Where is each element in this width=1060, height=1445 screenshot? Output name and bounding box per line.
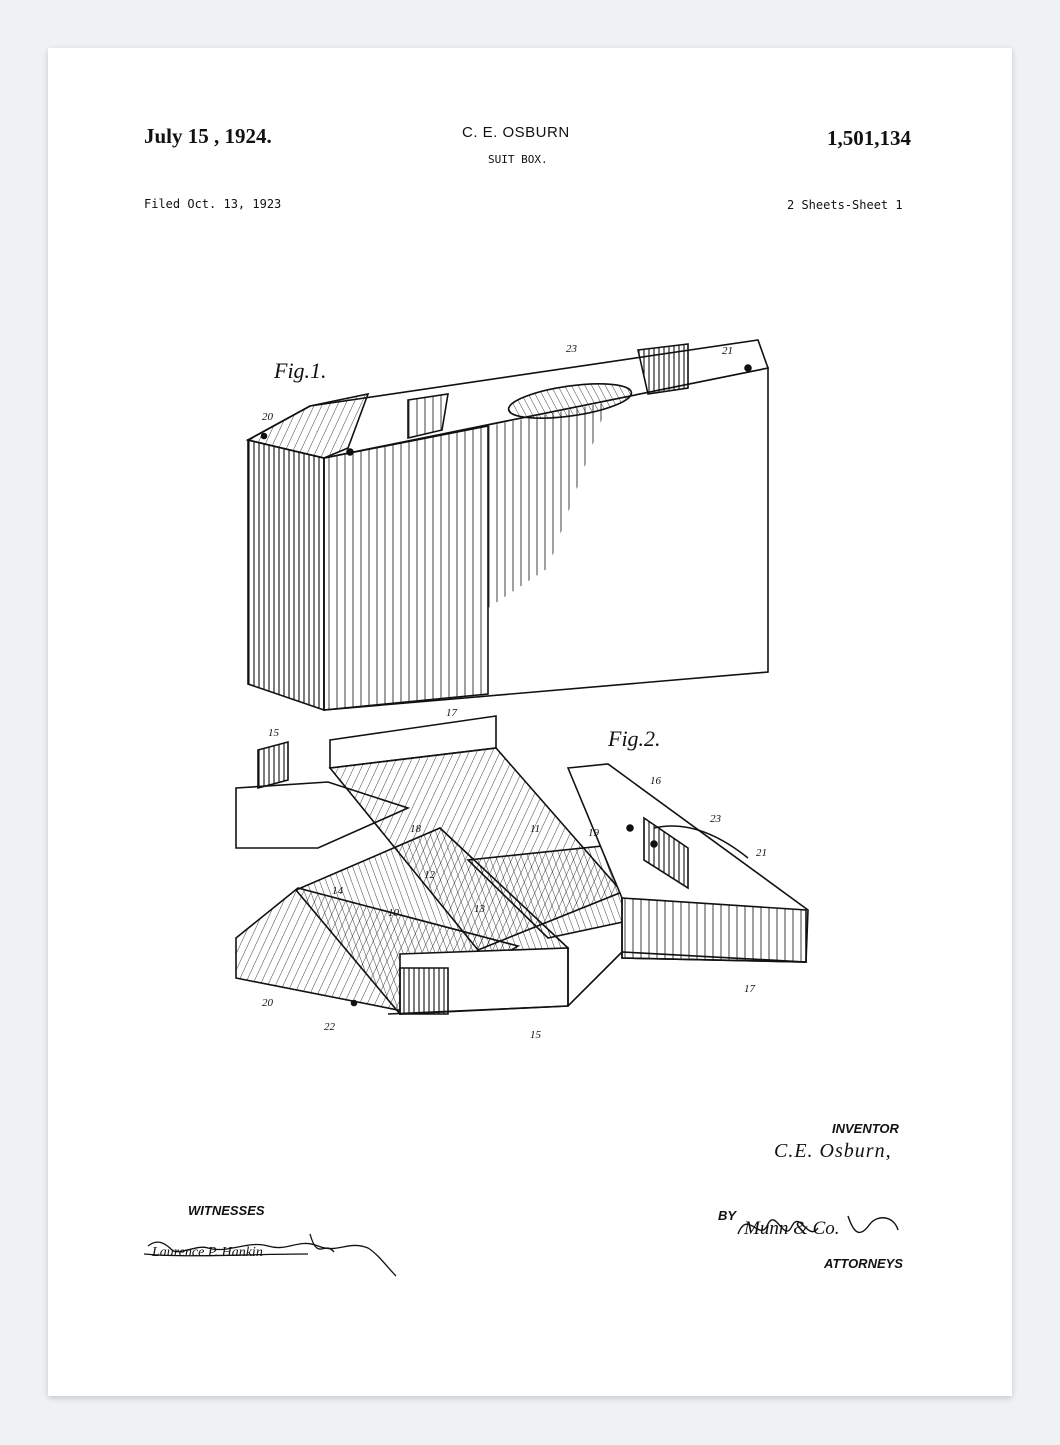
witnesses-label: WITNESSES: [188, 1203, 265, 1218]
fig2-ref-16: 16: [650, 775, 661, 787]
fig2-ref-12: 12: [424, 869, 435, 881]
inventor-signature: C.E. Osburn,: [774, 1140, 892, 1162]
fig2-ref-21: 21: [756, 847, 767, 859]
inventor-name: C. E. OSBURN: [462, 124, 570, 141]
patent-drawing: [48, 48, 1012, 1396]
fig2-ref-13: 13: [474, 903, 485, 915]
fig2-ref-17-top: 17: [446, 707, 457, 719]
witness-signature: Laurence P. Hankin: [152, 1245, 263, 1260]
attorneys-signature: Munn & Co.: [744, 1218, 840, 1239]
patent-sheet: [48, 48, 1012, 1396]
patent-number: 1,501,134: [827, 126, 911, 150]
fig2-ref-17-bottom: 17: [744, 983, 755, 995]
fig1-label: Fig.1.: [274, 358, 327, 383]
fig2-ref-15-top: 15: [268, 727, 279, 739]
fig2-ref-18: 18: [410, 823, 421, 835]
patent-date: July 15 , 1924.: [144, 124, 272, 148]
fig2-ref-10: 10: [388, 907, 399, 919]
fig2-ref-23: 23: [710, 813, 721, 825]
filed-date: Filed Oct. 13, 1923: [144, 197, 282, 211]
fig2-ref-19: 19: [588, 827, 599, 839]
by-label: BY: [718, 1208, 737, 1223]
fig2-ref-15-bottom: 15: [530, 1029, 541, 1041]
sheet-count: 2 Sheets-Sheet 1: [787, 198, 903, 212]
fig1-ref-20: 20: [262, 411, 273, 423]
fig2-ref-11: 11: [530, 823, 541, 835]
attorneys-label: ATTORNEYS: [824, 1256, 903, 1271]
fig1-ref-21: 21: [722, 345, 733, 357]
fig2-label: Fig.2.: [608, 726, 661, 751]
fig2-ref-22: 22: [324, 1021, 335, 1033]
fig1-closed-box: [248, 340, 768, 710]
inventor-label: INVENTOR: [832, 1121, 899, 1136]
patent-title: SUIT BOX.: [488, 153, 548, 166]
fig2-open-box: [236, 716, 808, 1014]
fig2-ref-20: 20: [262, 997, 273, 1009]
fig1-ref-23: 23: [566, 343, 577, 355]
fig2-ref-14: 14: [332, 885, 343, 897]
